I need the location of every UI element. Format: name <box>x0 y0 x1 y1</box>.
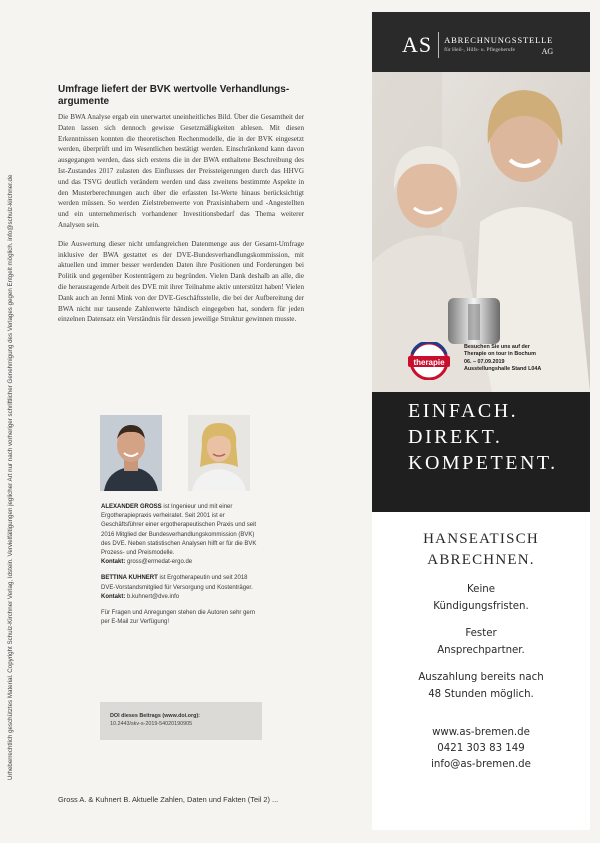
website-link[interactable]: www.as-bremen.de <box>432 727 530 738</box>
copyright-text: Urheberrechtlich geschütztes Material. Copyright Schulz-Kirchner Verlag, Idstein. Vervielfältigungen jeglicher Art nur nach vorheriger schriftlicher Genehmigung des Verlages gegen Entgelt möglich. info@schulz-kirchner.de <box>7 174 14 780</box>
author-name: BETTINA KUHNERT <box>101 575 158 582</box>
contact-block <box>372 725 590 773</box>
ad-header <box>372 12 590 72</box>
author-bio-kuhnert: BETTINA KUHNERT ist Ergotherapeutin und seit 2018 DVE-Vorstandsmitglied für Versorgung und Kostenträger. Kontakt: b.kuhnert@dve.info <box>101 575 253 600</box>
feature-item: Keine Kündigungsfristen. <box>433 584 529 612</box>
company-logo <box>402 32 553 58</box>
claim-line: DIREKT. <box>408 426 503 448</box>
svg-text:therapie: therapie <box>413 358 445 367</box>
author-photos <box>100 415 260 495</box>
advertisement <box>372 12 590 830</box>
article-paragraph: Die Auswertung dieser nicht umfangreichen Datenmenge aus der Gesamt-Umfrage inklusive der BWA gestattet es der DVE-Bundesverhandlungskommission, mit aktuellen und immer besser werdenden Daten ihre Positionen und Forderungen bei Politik und gegenüber Kostenträgern zu begründen. Vielen Dank deshalb an alle, die die herausragende Arbeit des DVE mit ihrer Teilnahme aktiv unterstützt haben! Vielen Dank auch an Jenni Mink von der DVE-Geschäftsstelle, die bei der Aufbereitung der BWA nicht nur tausende Zahlenwerte händisch eingegeben hat, sondern für jeden einzelnen Datensatz ein Verständnis für dessen jeweilige Struktur gewinnen musste. <box>58 239 304 324</box>
claim-line: EINFACH. <box>408 400 519 422</box>
feature-item: Fester Ansprechpartner. <box>437 628 525 656</box>
contact-label: Kontakt: <box>101 559 126 566</box>
author-email: b.kuhnert@dve.info <box>125 593 180 600</box>
claim-line: KOMPETENT. <box>408 452 558 474</box>
author-bio-gross: ALEXANDER GROSS ist Ingenieur und mit einer Ergotherapiepraxis verheiratet. Seit 2001 ist er Geschäftsführer einer ergotherapeutischen Praxis und seit 2016 Mitglied der Bundesverhandlungskommission (BVK) des DVE. Neben statistischen Analysen hilft er für die BVK Prozess- und Preismodelle. Kontakt: gross@ermedat-ergo.de <box>101 504 257 566</box>
author-photo-kuhnert <box>188 415 250 491</box>
doi-title: DOI dieses Beitrags (www.doi.org): <box>110 713 200 719</box>
phone-number: 0421 303 83 149 <box>437 743 525 754</box>
contact-label: Kontakt: <box>101 593 126 600</box>
citation-footer: Gross A. & Kuhnert B. Aktuelle Zahlen, Daten und Fakten (Teil 2) ... <box>58 795 279 804</box>
doi-box <box>100 702 262 740</box>
doi-value: 10.2443/skv-s-2019-54020190905 <box>110 721 193 727</box>
ad-body <box>372 517 590 773</box>
author-email: gross@ermedat-ergo.de <box>125 559 193 566</box>
logo-ag: AG <box>541 46 554 56</box>
feature-item: Auszahlung bereits nach 48 Stunden möglich. <box>418 672 544 700</box>
author-bios <box>101 503 261 627</box>
copyright-notice <box>4 40 18 780</box>
author-name: ALEXANDER GROSS <box>101 504 162 510</box>
claim-band <box>372 392 590 512</box>
trade-fair-info: Besuchen Sie uns auf der Therapie on tour in Bochum 06. – 07.09.2019 Ausstellungshalle Stand L04A <box>464 344 542 373</box>
therapie-logo-icon <box>404 342 454 380</box>
logo-subtitle: für Heil-, Hilfs- u. Pflegeberufe <box>444 46 515 53</box>
ad-headline: HANSEATISCH ABRECHNEN. <box>423 531 539 568</box>
authors-closing: Für Fragen und Anregungen stehen die Autoren sehr gern per E-Mail zur Verfügung! <box>101 610 256 626</box>
article <box>58 84 304 325</box>
logo-monogram: AS <box>402 32 439 58</box>
article-paragraph: Die BWA Analyse ergab ein unerwartet uneinheitliches Bild. Über die Gesamtheit der Daten lassen sich dennoch gewisse Gesetzmäßigkeiten ablesen. Mit diesen Erkenntnissen konnten die theoretischen Rechenmodelle, die in der BVK eingesetzt werden, überprüft und im Wesentlichen bestätigt werden. Einschränkend kann davon ausgegangen werden, dass sich erstens die in der BWA enthaltene Beschreibung des Ist-Zustandes 2017 zulasten des Einflusses der Preissteigerungen durch das HHVG und das TSVG deutlich verändern werden und dass zweitens bestimmte Aspekte in den Musterberechnungen auch über die erfassten Ist-Werte hinaus berücksichtigt werden müssen. So werden Zielstrebenwerte von Praxisinhabern und -Angestellten und ein unternehmerisch vorhandener Investitionsbedarf das Thema weiterer Analysen sein. <box>58 113 304 229</box>
logo-company-name: ABRECHNUNGSSTELLE <box>444 34 554 45</box>
article-heading: Umfrage liefert der BVK wertvolle Verhandlungs-argumente <box>58 84 290 107</box>
email-link[interactable]: info@as-bremen.de <box>431 759 531 770</box>
author-photo-gross <box>100 415 162 491</box>
